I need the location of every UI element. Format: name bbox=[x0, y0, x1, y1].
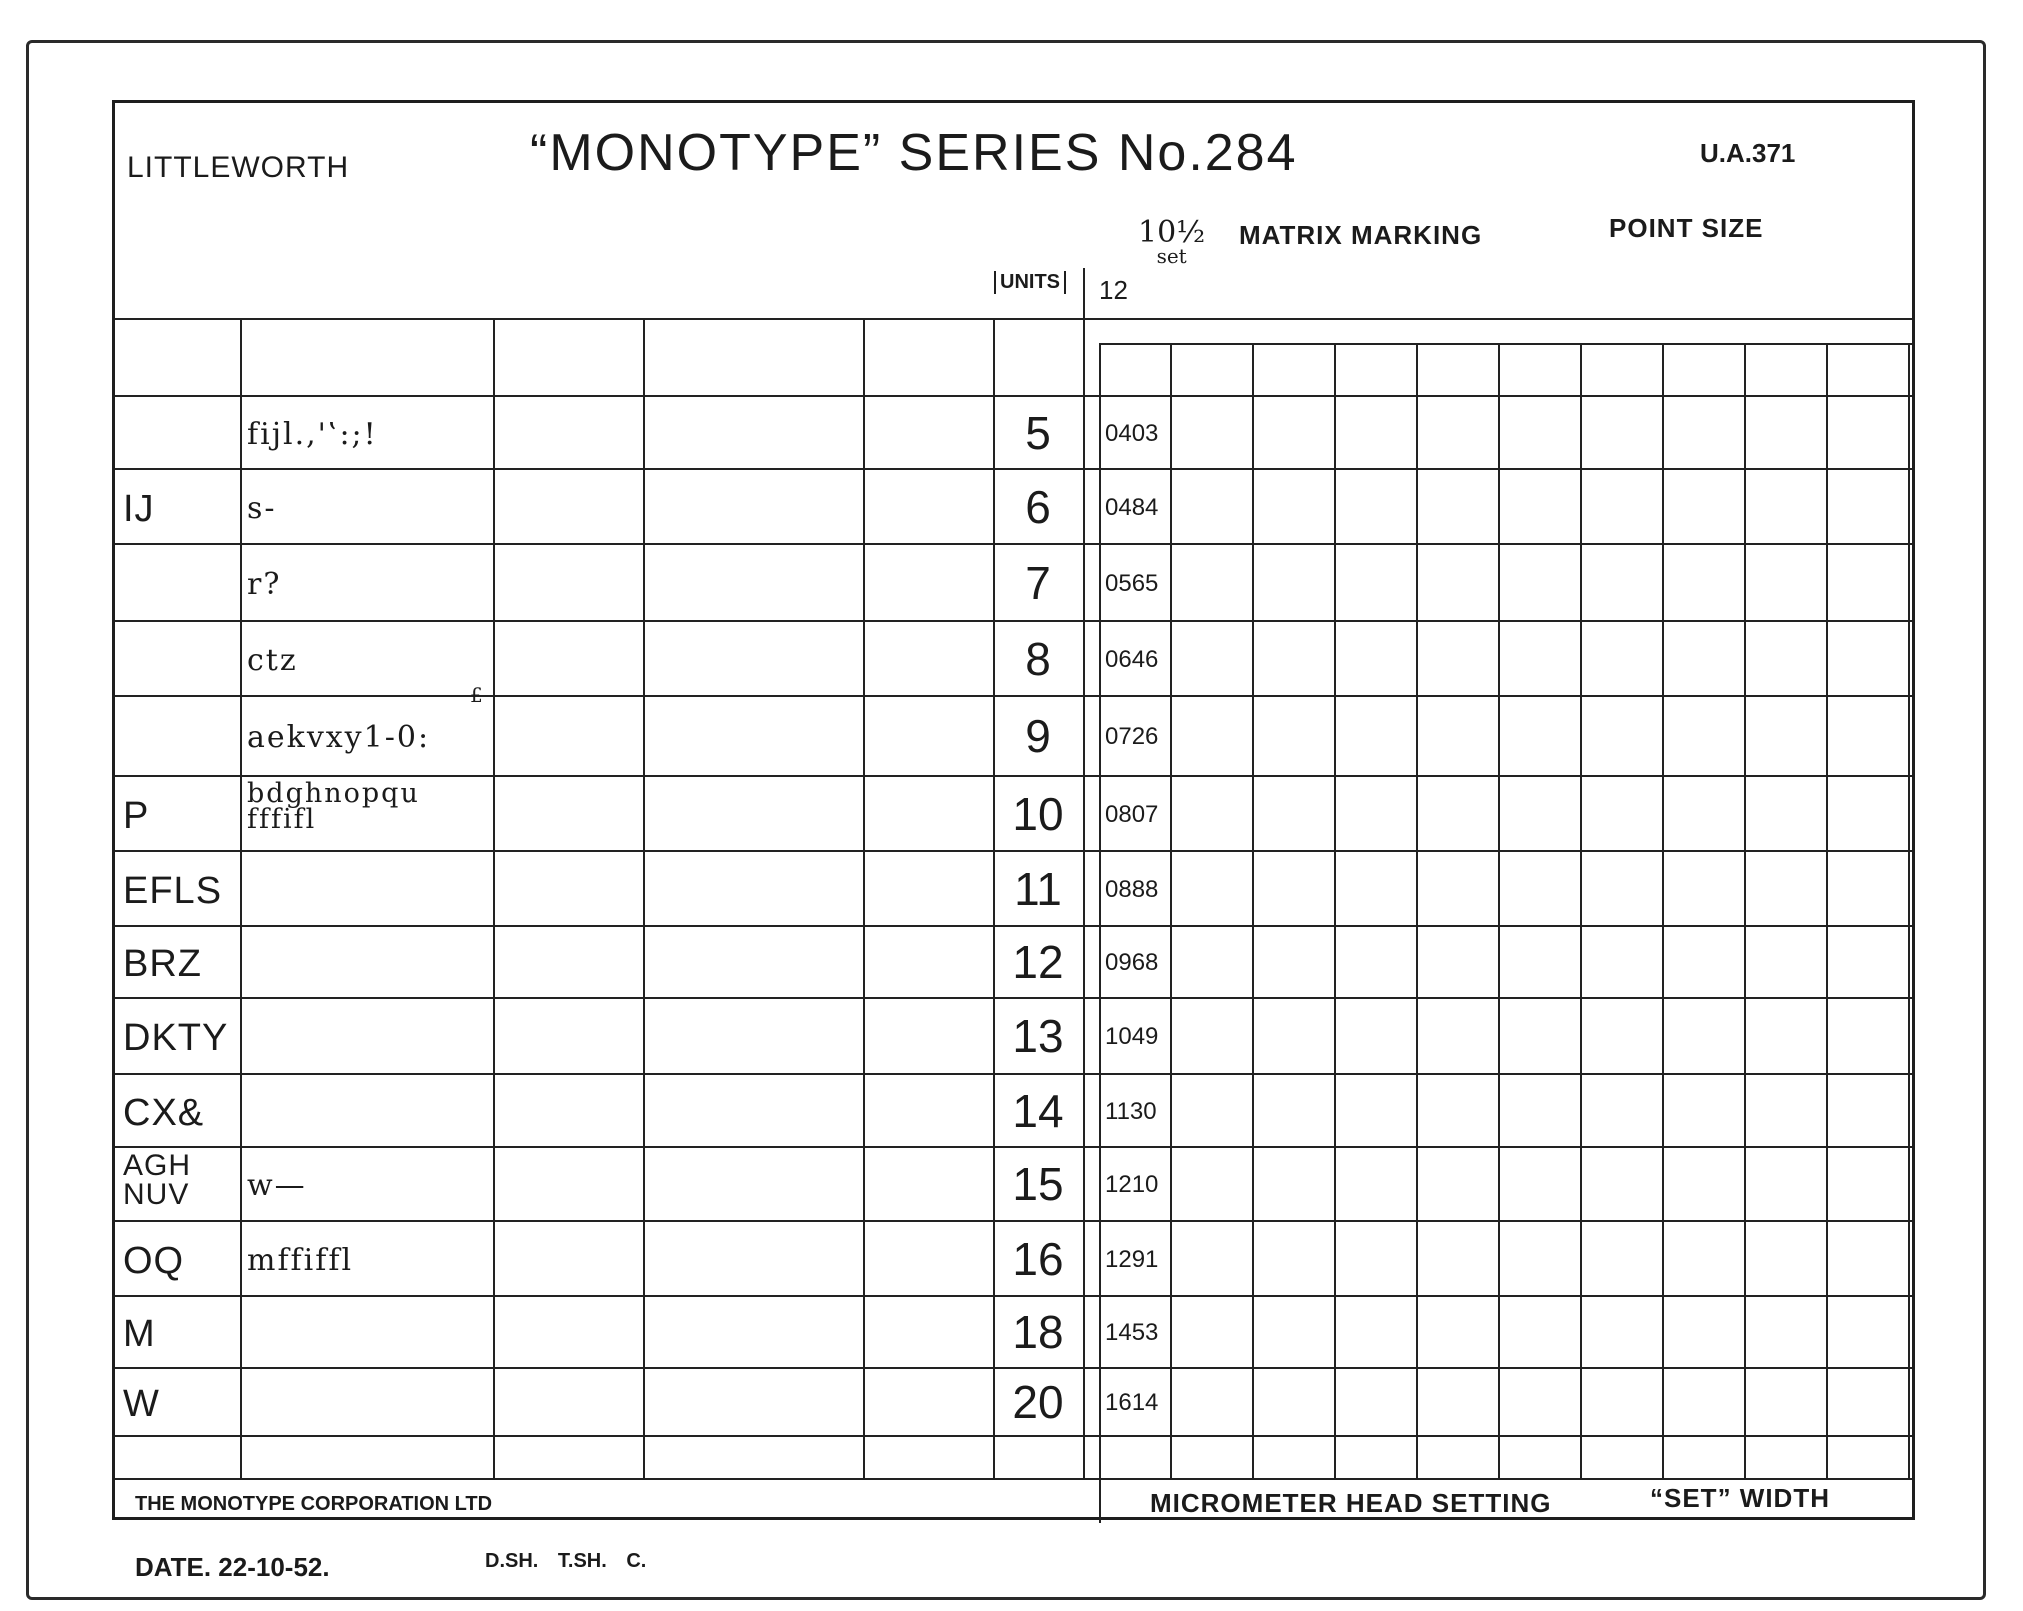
set-fraction bbox=[1138, 215, 1206, 268]
matrix-marking-value: 1049 bbox=[1105, 1023, 1159, 1050]
lowercase-cell: aekvxy1-0: bbox=[247, 720, 431, 755]
point-size-label: POINT SIZE bbox=[1609, 213, 1764, 243]
matrix-marking-value: 0646 bbox=[1105, 645, 1159, 673]
caps-cell: OQ bbox=[123, 1239, 185, 1282]
unit-value: 14 bbox=[1012, 1084, 1064, 1137]
matrix-marking-value: 1130 bbox=[1105, 1097, 1157, 1125]
column-line bbox=[643, 318, 645, 1478]
row-line bbox=[115, 620, 1912, 622]
series-title: “MONOTYPE” SERIES No.284 bbox=[530, 124, 1298, 182]
unit-value: 8 bbox=[1025, 632, 1051, 685]
column-line bbox=[1170, 343, 1172, 1478]
column-line bbox=[1826, 343, 1828, 1478]
column-line bbox=[1908, 343, 1910, 1478]
row-line bbox=[115, 318, 1912, 320]
column-line bbox=[863, 318, 865, 1478]
row-line bbox=[115, 1146, 1912, 1148]
micrometer-label: MICROMETER HEAD SETTING bbox=[1150, 1488, 1552, 1518]
lowercase-cell: fijl.,'‛:;! bbox=[247, 416, 378, 452]
row-line bbox=[115, 1295, 1912, 1297]
caps-cell: EFLS bbox=[123, 869, 223, 912]
lowercase-cell: ctz bbox=[247, 642, 298, 678]
unit-value: 5 bbox=[1025, 406, 1051, 459]
column-line bbox=[1580, 343, 1582, 1478]
caps-cell: CX& bbox=[123, 1091, 205, 1134]
set-size-value: 12 bbox=[1099, 275, 1128, 305]
lowercase-cell: w— bbox=[247, 1168, 307, 1203]
marking-header-line bbox=[1099, 343, 1912, 345]
column-line bbox=[1416, 343, 1418, 1478]
matrix-marking-value: 0807 bbox=[1105, 800, 1159, 828]
row-line bbox=[115, 395, 1912, 397]
matrix-marking-label: MATRIX MARKING bbox=[1239, 220, 1483, 250]
matrix-card bbox=[112, 100, 1915, 1520]
set-fraction-value: 10½ bbox=[1138, 215, 1206, 250]
unit-value: 18 bbox=[1012, 1306, 1064, 1358]
matrix-marking-value: 0726 bbox=[1105, 723, 1159, 750]
unit-value: 10 bbox=[1012, 787, 1064, 840]
caps-cell: IJ bbox=[123, 487, 155, 530]
column-line bbox=[1498, 343, 1500, 1478]
column-line bbox=[240, 318, 242, 1478]
row-line bbox=[115, 1220, 1912, 1222]
matrix-marking-value: 1453 bbox=[1105, 1319, 1159, 1346]
unit-value: 12 bbox=[1012, 936, 1064, 988]
unit-value: 7 bbox=[1025, 556, 1051, 609]
row-line bbox=[115, 1073, 1912, 1075]
row-line bbox=[115, 1435, 1912, 1437]
matrix-marking-value: 1614 bbox=[1105, 1389, 1159, 1416]
column-line bbox=[1334, 343, 1336, 1478]
row-line bbox=[115, 775, 1912, 777]
matrix-marking-value: 0565 bbox=[1105, 569, 1159, 597]
caps-cell: M bbox=[123, 1313, 156, 1355]
lowercase-cell: bdghnopqu fffifl bbox=[247, 778, 420, 835]
unit-value: 13 bbox=[1012, 1010, 1064, 1062]
row-line bbox=[115, 468, 1912, 470]
caps-cell: AGH NUV bbox=[123, 1149, 192, 1211]
brand-name: LITTLEWORTH bbox=[127, 151, 350, 184]
unit-value: 20 bbox=[1012, 1376, 1064, 1428]
corporation-label: THE MONOTYPE CORPORATION LTD bbox=[135, 1493, 493, 1515]
row-line bbox=[115, 850, 1912, 852]
lowercase-cell: s- bbox=[247, 490, 277, 526]
initials: D.SH. T.SH. C. bbox=[485, 1550, 647, 1572]
row-line bbox=[115, 543, 1912, 545]
matrix-marking-value: 0484 bbox=[1105, 493, 1159, 521]
pound-mark: £ bbox=[470, 683, 485, 707]
footer-line bbox=[115, 1478, 1912, 1480]
set-width-label: “SET” WIDTH bbox=[1650, 1483, 1830, 1513]
column-line bbox=[1252, 343, 1254, 1478]
column-line bbox=[1744, 343, 1746, 1478]
matrix-marking-value: 0888 bbox=[1105, 875, 1159, 903]
row-line bbox=[115, 1367, 1912, 1369]
unit-value: 15 bbox=[1012, 1158, 1064, 1210]
caps-cell: W bbox=[123, 1383, 160, 1425]
units-column-line bbox=[1083, 268, 1085, 1478]
lowercase-cell: mffiffl bbox=[247, 1242, 354, 1278]
matrix-marking-value: 1291 bbox=[1105, 1245, 1159, 1273]
matrix-marking-value: 0403 bbox=[1105, 419, 1159, 447]
row-line bbox=[115, 925, 1912, 927]
unit-value: 16 bbox=[1012, 1232, 1064, 1285]
units-label: UNITS bbox=[994, 271, 1066, 294]
row-line bbox=[115, 695, 1912, 697]
matrix-marking-value: 0968 bbox=[1105, 949, 1159, 976]
set-fraction-label: set bbox=[1156, 244, 1187, 268]
unit-value: 11 bbox=[1014, 862, 1062, 915]
row-line bbox=[115, 997, 1912, 999]
column-line bbox=[493, 318, 495, 1478]
matrix-marking-value: 1210 bbox=[1105, 1171, 1159, 1198]
caps-cell: BRZ bbox=[123, 943, 202, 985]
caps-cell: DKTY bbox=[123, 1017, 229, 1059]
series-code: U.A.371 bbox=[1700, 138, 1796, 168]
unit-value: 9 bbox=[1025, 710, 1051, 762]
unit-value: 6 bbox=[1025, 480, 1051, 533]
column-line bbox=[1662, 343, 1664, 1478]
lowercase-cell: r? bbox=[247, 566, 282, 602]
marking-column-line bbox=[1099, 343, 1101, 1523]
date-stamp: DATE. 22-10-52. bbox=[135, 1552, 330, 1582]
caps-cell: P bbox=[123, 794, 150, 837]
